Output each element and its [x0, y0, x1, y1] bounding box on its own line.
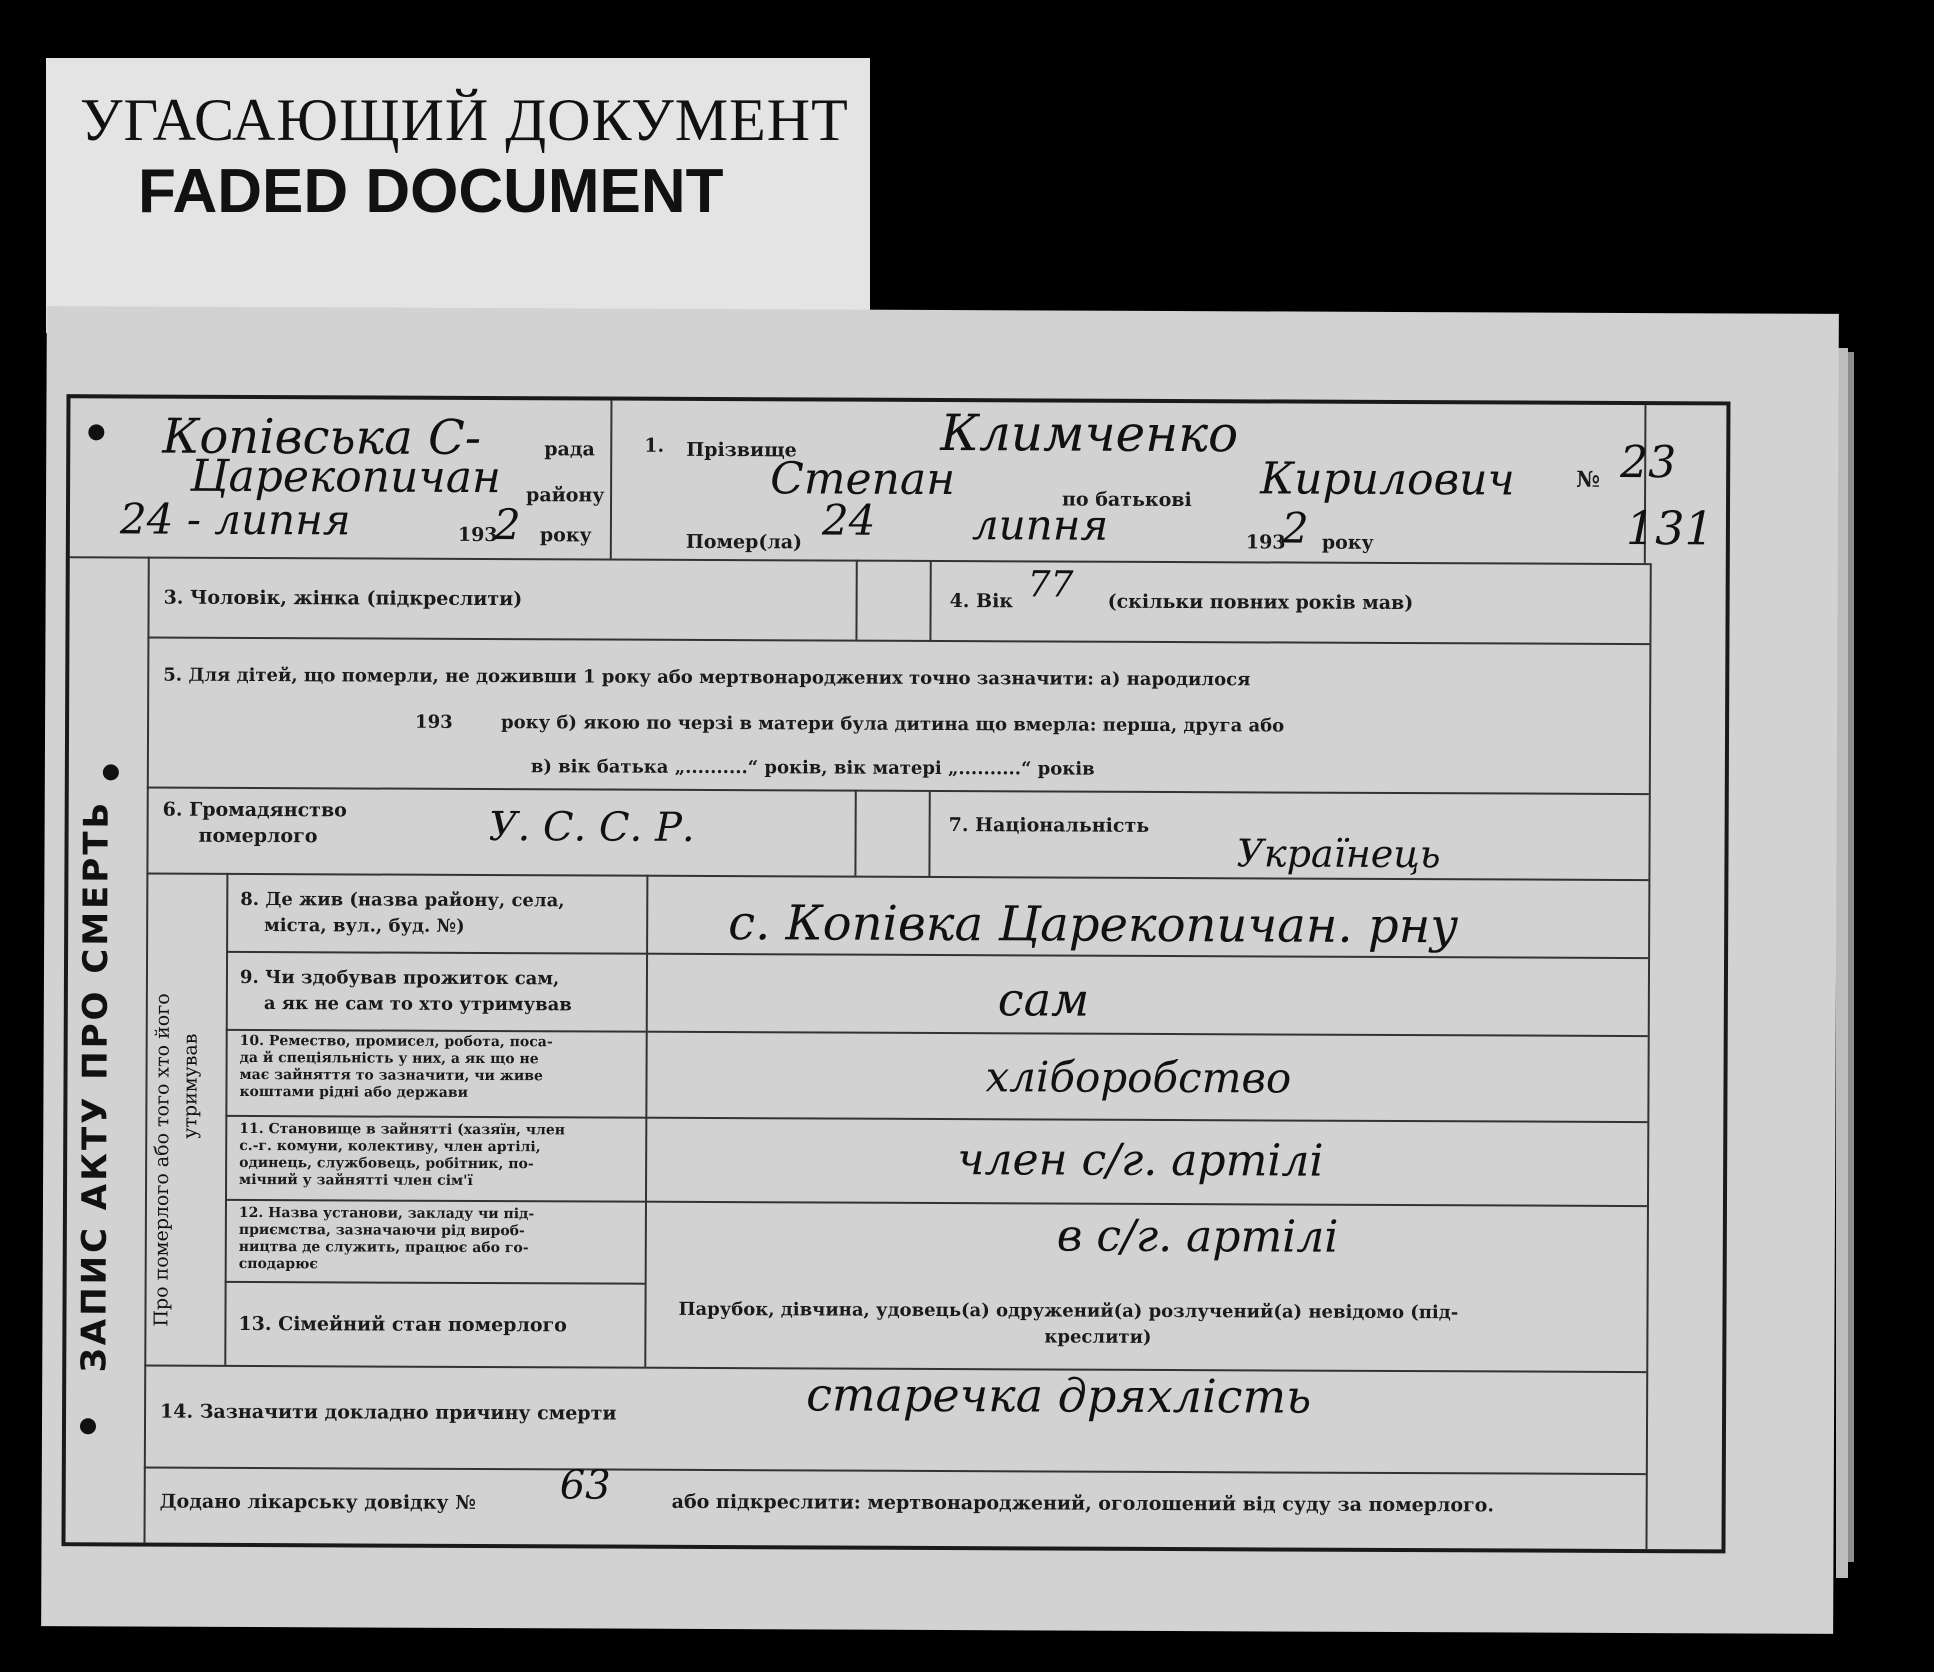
field4-label: 4. Вік	[949, 590, 1014, 613]
rada-value: Копівська С-	[162, 408, 482, 466]
field13-label: 13. Сімейний стан померлого	[238, 1312, 567, 1337]
group-label	[150, 993, 173, 1326]
field1-number: 1.	[644, 434, 665, 457]
divider	[224, 873, 228, 1365]
died-month: липня	[971, 500, 1109, 550]
field8-label-2: міста, вул., буд. №)	[264, 915, 465, 937]
field12-value: в с/г. артілі	[1056, 1210, 1339, 1263]
died-label: Помер(ла)	[685, 530, 803, 554]
field13-options-2: креслити)	[1044, 1326, 1152, 1348]
surname-label: Прізвище	[686, 438, 797, 462]
footer-number: 63	[559, 1462, 611, 1509]
field4-value: 77	[1027, 564, 1074, 606]
field6-value: У. С. С. Р.	[488, 804, 695, 851]
name-value: Степан	[770, 453, 956, 506]
divider	[70, 556, 1650, 565]
divider	[855, 560, 857, 640]
group-label-2	[179, 1033, 201, 1138]
died-year-digit: 2	[1281, 503, 1309, 553]
field12-label-1: 12. Назва установи, закладу чи під-	[238, 1204, 535, 1223]
divider	[929, 560, 931, 640]
field12-label-3: ництва де служить, працює або го-	[238, 1238, 529, 1257]
field4-suffix: (скільки повних років мав)	[1107, 590, 1414, 615]
died-day: 24	[821, 495, 876, 545]
record-form	[61, 394, 1730, 1553]
rada-label: рада	[544, 438, 595, 461]
group-label-line2: утримував	[179, 1033, 202, 1139]
field11-label-1: 11. Становище в зайнятті (хазяїн, член	[239, 1120, 566, 1139]
footer-label-1: Додано лікарську довідку №	[159, 1490, 476, 1514]
divider	[143, 557, 149, 1543]
roku-label: року	[539, 524, 592, 547]
field9-value: сам	[997, 972, 1090, 1027]
divider	[225, 1281, 645, 1285]
field13-options-1: Парубок, дівчина, удовець(а) одружений(а) розлучений(а) невідомо (під-	[678, 1298, 1459, 1324]
stamp-ru: УГАСАЮЩИЙ ДОКУМЕНТ	[80, 87, 849, 153]
card-edge-shadow	[1848, 352, 1854, 1562]
field9-label-1: 9. Чи здобував прожиток сам,	[239, 966, 560, 990]
field5-line3: в) вік батька „..........“ років, вік матері „..........“ років	[530, 756, 1095, 780]
field11-label-3: одинець, службовець, робітник, по-	[239, 1154, 534, 1173]
field10-label-1: 10. Ремество, промисел, робота, поса-	[239, 1032, 553, 1051]
year-prefix: 193	[457, 523, 498, 547]
field7-label: 7. Національність	[948, 814, 1150, 837]
field10-label-4: коштами рідні або держави	[239, 1083, 469, 1101]
died-roku-label: року	[1321, 531, 1374, 554]
surname-value: Климченко	[940, 403, 1239, 464]
field10-label-3: має зайняття то зазначити, чи живе	[239, 1066, 543, 1085]
field14-label: 14. Зазначити докладно причину смерти	[160, 1400, 617, 1425]
year-digit: 2	[493, 500, 521, 550]
field8-value: с. Копівка Царекопичан. рну	[728, 895, 1459, 955]
death-record-card	[41, 306, 1839, 1634]
field8-label-1: 8. Де жив (назва району, села,	[240, 888, 565, 912]
record-no-value: 23	[1620, 436, 1677, 489]
field3-label: 3. Чоловік, жінка (підкреслити)	[163, 586, 523, 611]
footer-label-2: або підкреслити: мертвонароджений, оголошений від суду за померлого.	[671, 1490, 1495, 1517]
divider	[147, 637, 1649, 646]
field6-label-2: померлого	[198, 824, 318, 848]
field11-value: член с/г. артілі	[957, 1134, 1324, 1187]
rayon-value: Царекопичан	[190, 450, 502, 504]
field12-label-2: приємства, зазначаючи рід вироб-	[238, 1221, 525, 1240]
died-year-prefix: 193	[1245, 531, 1286, 554]
patronymic-value: Кирилович	[1260, 453, 1515, 506]
record-no-label: №	[1576, 466, 1601, 493]
divider	[147, 787, 1649, 796]
field6-label-1: 6. Громадянство	[162, 798, 347, 822]
divider	[928, 790, 930, 876]
field11-label-2: с.-г. комуни, колективу, член артілі,	[239, 1137, 541, 1156]
stamp-en: FADED DOCUMENT	[138, 157, 724, 226]
divider	[644, 875, 648, 1367]
faded-document-stamp	[46, 58, 870, 333]
field5-line1: 5. Для дітей, що померли, не доживши 1 року або мертвонароджених точно зазначити: а) народилося	[163, 664, 1251, 691]
divider	[144, 1467, 1646, 1476]
record-second-value: 131	[1625, 500, 1714, 556]
field12-label-4: сподарює	[238, 1255, 318, 1273]
divider	[854, 790, 856, 876]
field7-value: Українець	[1236, 831, 1441, 877]
group-label-line1: Про померлого або того хто його	[150, 993, 174, 1327]
divider	[1645, 563, 1651, 1549]
field5-line2a: 193	[415, 711, 453, 733]
field10-label-2: да й спеціяльність у них, а як що не	[239, 1049, 539, 1068]
side-title	[74, 800, 116, 1373]
field10-value: хліборобство	[985, 1052, 1292, 1103]
field14-value: старечка дряхлість	[806, 1367, 1312, 1424]
patronymic-label: по батькові	[1062, 488, 1192, 512]
side-title-text: ЗАПИС АКТУ ПРО СМЕРТЬ	[74, 799, 117, 1373]
divider	[610, 401, 613, 559]
date-value: 24 - липня	[119, 494, 351, 545]
field5-line2b: року б) якою по черзі в матери була дитина що вмерла: перша, друга або	[501, 712, 1285, 737]
rayonu-label: району	[526, 484, 605, 507]
field11-label-4: мічний у зайнятті член сім'ї	[239, 1171, 473, 1189]
field9-label-2: а як не сам то хто утримував	[263, 993, 572, 1016]
